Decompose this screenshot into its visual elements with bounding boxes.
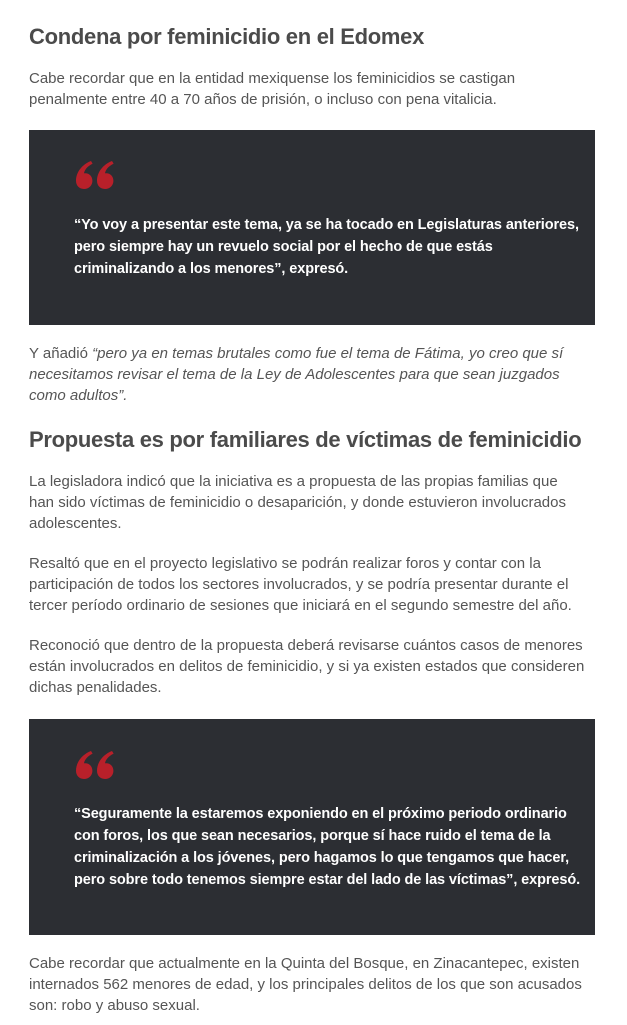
quote-line: “Seguramente la estaremos exponiendo en el próximo periodo ordinario: [74, 806, 567, 822]
paragraph-line: están involucrados en delitos de feminicidio, y si ya existen estados que consideren: [29, 658, 585, 675]
paragraph-intro: [29, 68, 599, 110]
paragraph-line: Reconoció que dentro de la propuesta deberá revisarse cuántos casos de menores: [29, 637, 583, 654]
quote-icon: [76, 161, 114, 189]
paragraph-line: dichas penalidades.: [29, 679, 162, 696]
quote-text: [74, 803, 580, 891]
paragraph-closing: [29, 953, 599, 1016]
quote-text: [74, 214, 579, 280]
quote-line: pero sobre todo tenemos siempre estar del lado de las víctimas”, expresó.: [74, 872, 581, 888]
quote-line: criminalizando a los menores”, expresó.: [74, 261, 349, 277]
paragraph-reconocio: [29, 635, 599, 698]
paragraph-line: penalmente entre 40 a 70 años de prisión, o incluso con pena vitalicia.: [29, 91, 497, 108]
paragraph-line: son: robo y abuso sexual.: [29, 997, 200, 1014]
quote-line: “Yo voy a presentar este tema, ya se ha tocado en Legislaturas anteriores,: [74, 217, 579, 233]
section-heading-condena: Condena por feminicidio en el Edomex: [29, 24, 425, 49]
quote-line: pero siempre hay un revuelo social por el hecho de que estás: [74, 239, 493, 255]
paragraph-line: [29, 343, 599, 364]
paragraph-line: Cabe recordar que actualmente en la Quinta del Bosque, en Zinacantepec, existen: [29, 955, 580, 972]
paragraph-line: Resaltó que en el proyecto legislativo se podrán realizar foros y contar con la: [29, 555, 541, 572]
paragraph-line: La legisladora indicó que la iniciativa es a propuesta de las propias familias que: [29, 473, 558, 490]
italic-quote: necesitamos revisar el tema de la Ley de Adolescentes para que sean juzgados: [29, 366, 560, 383]
quote-line: criminalización a los jóvenes, pero hagamos lo que tengamos que hacer,: [74, 850, 570, 866]
paragraph-line: adolescentes.: [29, 515, 122, 532]
paragraph-line: participación de todos los sectores involucrados, y se podría presentar durante el: [29, 576, 569, 593]
paragraph-line: tercer período ordinario de sesiones que iniciará en el segundo semestre del año.: [29, 597, 572, 614]
paragraph-added: [29, 343, 599, 406]
quote-icon: [76, 751, 114, 779]
paragraph-line: han sido víctimas de feminicidio o desaparición, y donde estuvieron involucrados: [29, 494, 566, 511]
paragraph-line: internados 562 menores de edad, y los principales delitos de los que son acusados: [29, 976, 582, 993]
paragraph-legisladora: [29, 471, 599, 534]
paragraph-line: Cabe recordar que en la entidad mexiquense los feminicidios se castigan: [29, 70, 516, 87]
blockquote-2: [29, 719, 595, 935]
paragraph-prefix: Y añadió: [29, 345, 93, 362]
paragraph-resalto: [29, 553, 599, 616]
section-heading-propuesta: Propuesta es por familiares de víctimas de feminicidio: [29, 427, 582, 452]
blockquote-1: [29, 130, 595, 325]
italic-quote: “pero ya en temas brutales como fue el tema de Fátima, yo creo que sí: [92, 345, 564, 362]
quote-line: con foros, los que sean necesarios, porque sí hace ruido el tema de la: [74, 828, 551, 844]
italic-quote: como adultos”.: [29, 387, 128, 404]
